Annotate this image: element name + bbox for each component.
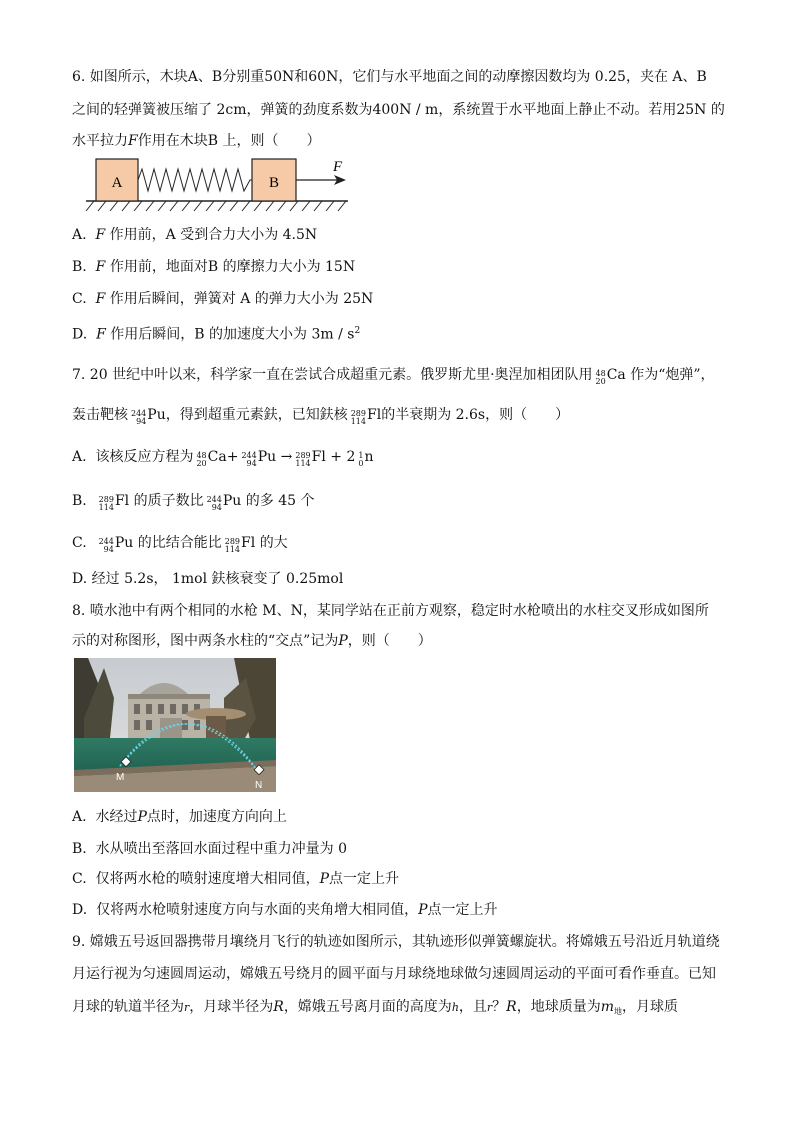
q8-stem-line1: 8. 喷水池中有两个相同的水枪 M、N，某同学站在正前方观察，稳定时水枪喷出的水柱交叉形成如图所 (72, 603, 709, 619)
q7-stem-line1: 7. 20 世纪中叶以来，科学家一直在尝试合成超重元素。俄罗斯尤里·奥涅加相团队用 48 20 Ca 作为“炮弹”， (72, 367, 715, 386)
q7-stem-line2: 轰击靶核 244 94 Pu，得到超重元素鈇，已知鈇核 289 114 Fl的半衰期为 2.6s，则（ ） (72, 407, 570, 426)
q8-stem-line2: 示的对称图形，图中两条水柱的“交点”记为P，则（ ） (72, 633, 432, 649)
force-label: F (333, 159, 343, 175)
var-f: F (128, 133, 138, 149)
q8-option-d[interactable]: D. 仅将两水枪喷射速度方向与水面的夹角增大相同值，P点一定上升 (72, 902, 498, 918)
q9-stem-line1: 9. 嫦娥五号返回器携带月壤绕月飞行的轨迹如图所示，其轨迹形似弹簧螺旋状。将嫦娥五号沿近月轨道绕 (72, 934, 720, 950)
q7-option-d[interactable]: D. 经过 5.2s， 1mol 鈇核衰变了 0.25mol (72, 571, 344, 587)
q8-option-c[interactable]: C. 仅将两水枪的喷射速度增大相同值，P点一定上升 (72, 871, 399, 887)
spring (138, 169, 252, 191)
block-b-label: B (268, 175, 280, 191)
q6-option-b[interactable]: B. F 作用前，地面对B 的摩擦力大小为 15N (72, 259, 356, 275)
q6-option-a[interactable]: A. F 作用前，A 受到合力大小为 4.5N (72, 227, 318, 243)
q6-option-d[interactable]: D. F 作用后瞬间，B 的加速度大小为 $3m / s^2$ (72, 326, 361, 343)
q9-stem-line3: 月球的轨道半径为r，月球半径为R，嫦娥五号离月面的高度为h，且r？R，地球质量为$m_地$，月球质 (72, 999, 678, 1016)
q7-option-b[interactable]: B. 289 114 Fl 的质子数比 244 94 Pu 的多 45 个 (72, 493, 315, 512)
spring-blocks-figure (80, 155, 352, 215)
q6-stem-line1: 6. 如图所示，木块A、B分别重50N和60N，它们与水平地面之间的动摩擦因数均为 0.25，夹在 A、B (72, 69, 707, 85)
fountain-photo (74, 658, 276, 792)
q8-option-a[interactable]: A. 水经过P点时，加速度方向向上 (72, 809, 287, 825)
q7-option-c[interactable]: C. 244 94 Pu 的比结合能比 289 114 Fl 的大 (72, 535, 288, 554)
nuclide-ca: 48 20 (595, 369, 606, 386)
q8-option-b[interactable]: B. 水从喷出至落回水面过程中重力冲量为 0 (72, 841, 348, 857)
q7-option-a[interactable]: A. 该核反应方程为 48 20 Ca+ 244 94 Pu → 289 114 Fl + 2 1 0 n (72, 449, 374, 468)
label-n: N (255, 780, 263, 791)
q6-option-c[interactable]: C. F 作用后瞬间，弹簧对 A 的弹力大小为 25N (72, 291, 374, 307)
q6-stem-line3: 水平拉力F作用在木块B 上，则（ ） (72, 133, 321, 149)
q6-stem-line2: 之间的轻弹簧被压缩了 2cm，弹簧的劲度系数为400N / m，系统置于水平地面上静止不动。若用25N 的 (72, 102, 725, 118)
ground-hatching (86, 201, 346, 211)
label-m: M (116, 772, 125, 783)
q9-stem-line2: 月运行视为匀速圆周运动，嫦娥五号绕月的圆平面与月球绕地球做匀速圆周运动的平面可看作垂直。已知 (72, 966, 716, 982)
block-a-label: A (111, 175, 123, 191)
